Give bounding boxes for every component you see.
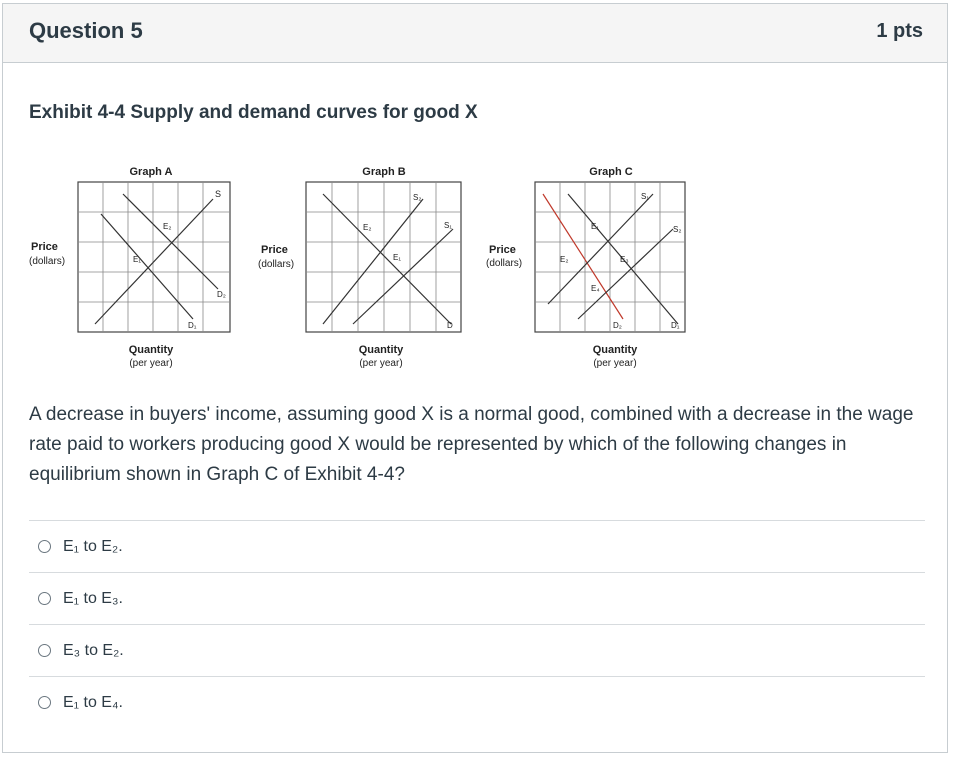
- graph-b-demand-curve: [323, 194, 451, 324]
- graph-a-label-d2: D₂: [217, 290, 226, 299]
- radio-button[interactable]: [38, 644, 51, 657]
- graph-a-title: Graph A: [129, 166, 173, 178]
- answer-label: E₃ to E₂.: [63, 641, 124, 659]
- question-header: [3, 4, 947, 63]
- graph-b-label-e2: E₂: [363, 223, 372, 232]
- graph-b-title: Graph B: [362, 166, 406, 178]
- graph-c: [486, 166, 685, 369]
- graph-c-label-d2: D₂: [613, 321, 622, 330]
- graph-c-supply-s2: [578, 229, 673, 319]
- graph-c-label-d1: D₁: [671, 321, 680, 330]
- graph-c-label-s1: S₁: [641, 192, 650, 201]
- graph-b-ylabel-2: (dollars): [258, 259, 295, 270]
- graph-b-frame: [306, 182, 461, 332]
- radio-button[interactable]: [38, 540, 51, 553]
- graph-a-ylabel-2: (dollars): [29, 256, 66, 267]
- graph-b-xlabel-1: Quantity: [358, 344, 404, 356]
- graph-b-ylabel-1: Price: [261, 244, 288, 256]
- answer-label: E₁ to E₂.: [63, 537, 123, 555]
- graph-c-label-e1: E₁: [591, 222, 600, 231]
- graph-c-demand-d2: [543, 194, 623, 319]
- graph-a-ylabel-1: Price: [31, 241, 58, 253]
- question-points: 1 pts: [876, 20, 923, 42]
- graph-a-label-d1: D₁: [188, 321, 197, 330]
- graph-a-supply-curve: [95, 199, 213, 324]
- graph-b-label-s2: S₂: [413, 193, 422, 202]
- answer-option-4[interactable]: [29, 676, 925, 728]
- graph-a-xlabel-2: (per year): [129, 358, 173, 369]
- graph-b: [258, 166, 461, 369]
- graph-c-title: Graph C: [589, 166, 633, 178]
- question-title: Question 5: [29, 18, 143, 43]
- graph-c-supply-s1: [548, 194, 653, 304]
- radio-button[interactable]: [38, 696, 51, 709]
- graph-c-label-e4: E₄: [591, 284, 600, 293]
- graph-a-xlabel-1: Quantity: [128, 344, 174, 356]
- question-card: [2, 3, 948, 753]
- graph-b-grid: [306, 182, 461, 332]
- answer-list: [29, 520, 925, 728]
- graph-b-label-d: D: [447, 321, 453, 330]
- graph-b-supply-s1: [353, 229, 453, 324]
- answer-option-3[interactable]: [29, 624, 925, 676]
- graph-b-label-s1: S₁: [444, 221, 453, 230]
- exhibit-graphs-svg: [23, 154, 703, 384]
- graph-c-xlabel-1: Quantity: [592, 344, 638, 356]
- graph-a: [29, 166, 230, 369]
- graph-b-label-e1: E₁: [393, 253, 402, 262]
- radio-button[interactable]: [38, 592, 51, 605]
- graph-c-xlabel-2: (per year): [593, 358, 637, 369]
- answer-option-2[interactable]: [29, 572, 925, 624]
- graph-a-label-e1: E₁: [133, 255, 142, 264]
- graph-c-label-e2: E₂: [560, 255, 569, 264]
- graph-c-ylabel-1: Price: [489, 244, 516, 256]
- graph-c-label-s2: S₂: [673, 225, 682, 234]
- question-prompt: A decrease in buyers' income, assuming good X is a normal good, combined with a decrease in the wage rate paid to workers producing good X would be represented by which of the following changes in equilibrium shown in Graph C of Exhibit 4-4?: [29, 404, 914, 485]
- graph-c-grid: [535, 182, 685, 332]
- graph-c-label-e3: E₃: [620, 255, 629, 264]
- answer-label: E₁ to E₃.: [63, 589, 123, 607]
- graph-c-ylabel-2: (dollars): [486, 258, 523, 269]
- graph-a-label-s: S: [215, 189, 222, 199]
- graph-b-xlabel-2: (per year): [359, 358, 403, 369]
- answer-label: E₁ to E₄.: [63, 693, 123, 711]
- exhibit-figure: [23, 154, 703, 384]
- answer-option-1[interactable]: [29, 520, 925, 572]
- exhibit-title: Exhibit 4-4 Supply and demand curves for good X: [29, 102, 478, 123]
- graph-a-label-e2: E₂: [163, 222, 172, 231]
